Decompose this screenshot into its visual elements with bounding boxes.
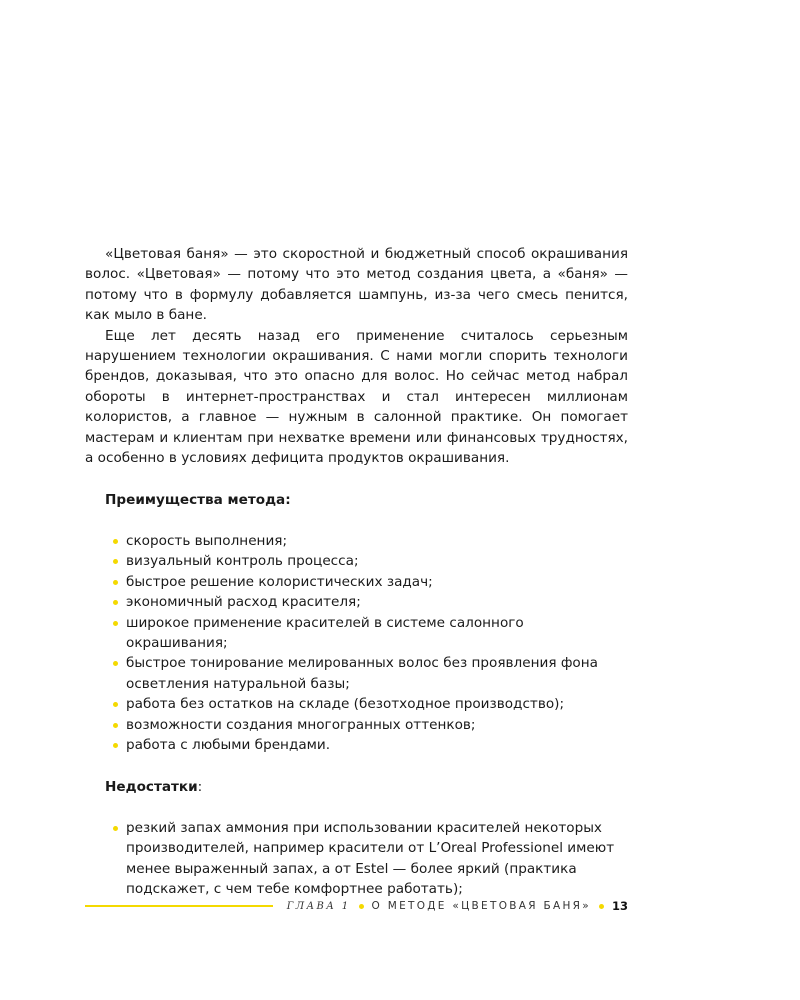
bullet-icon	[113, 702, 118, 707]
list-item	[126, 551, 628, 571]
disadvantages-list	[85, 818, 628, 900]
list-item-text: визуальный контроль процесса;	[126, 553, 359, 570]
footer-chapter: ГЛАВА 1	[286, 900, 351, 912]
list-item-text: экономичный расход красителя;	[126, 594, 361, 611]
list-item-text: широкое применение красителей в системе салонного окрашивания;	[126, 614, 524, 651]
dot-icon	[599, 904, 604, 909]
bullet-icon	[113, 826, 118, 831]
list-item-text: возможности создания многогранных оттенков;	[126, 716, 476, 733]
list-item	[126, 715, 628, 735]
footer-divider	[85, 905, 273, 907]
list-item	[126, 613, 628, 654]
page-footer	[85, 894, 628, 918]
disadvantages-heading	[105, 777, 628, 797]
list-item	[126, 818, 628, 900]
list-item-text: быстрое решение колористических задач;	[126, 573, 433, 590]
list-item	[126, 572, 628, 592]
intro-paragraph-1: «Цветовая баня» — это скоростной и бюджетный способ окрашивания волос. «Цветовая» — потому что это метод создания цвета, а «баня» — потому что в формулу добавляется шампунь, из-за чего смесь пенится, как мыло в бане.	[85, 246, 628, 324]
footer-chapter-title: О МЕТОДЕ «ЦВЕТОВАЯ БАНЯ»	[371, 900, 591, 912]
intro-paragraph-2: Еще лет десять назад его применение считалось серьезным нарушением технологии окрашивания. С нами могли спорить технологи брендов, доказывая, что это опасно для волос. Но сейчас метод набрал обороты в интернет-пространствах и стал интересен миллионам колористов, а главное — нужным в салонной практике. Он помогает мастерам и клиентам при нехватке времени или финансовых трудностях, а особенно в условиях дефицита продуктов окрашивания.	[85, 327, 628, 467]
list-item	[126, 694, 628, 714]
list-item	[126, 531, 628, 551]
bullet-icon	[113, 621, 118, 626]
page-body	[85, 244, 628, 899]
bullet-icon	[113, 559, 118, 564]
list-item-text: резкий запах аммония при использовании красителей некоторых производителей, например красители от L’Oreal Professionel имеют менее выраженный запах, а от Estel — более яркий (практика подскажет, с чем тебе комфортнее работать);	[126, 819, 615, 897]
dot-icon	[359, 904, 364, 909]
bullet-icon	[113, 661, 118, 666]
list-item-text: работа без остатков на складе (безотходное производство);	[126, 696, 565, 713]
bullet-icon	[113, 723, 118, 728]
bullet-icon	[113, 580, 118, 585]
advantages-list	[85, 531, 628, 755]
advantages-heading: Преимущества метода:	[105, 492, 291, 509]
bullet-icon	[113, 539, 118, 544]
disadvantages-heading-colon: :	[197, 779, 203, 796]
bullet-icon	[113, 600, 118, 605]
page-number: 13	[611, 899, 628, 913]
list-item-text: работа с любыми брендами.	[126, 736, 331, 753]
disadvantages-heading-text: Недостатки	[105, 779, 198, 796]
list-item	[126, 592, 628, 612]
bullet-icon	[113, 743, 118, 748]
list-item-text: скорость выполнения;	[126, 532, 288, 549]
list-item	[126, 735, 628, 755]
list-item	[126, 653, 628, 694]
list-item-text: быстрое тонирование мелированных волос без проявления фона осветления натуральной базы;	[126, 655, 598, 692]
